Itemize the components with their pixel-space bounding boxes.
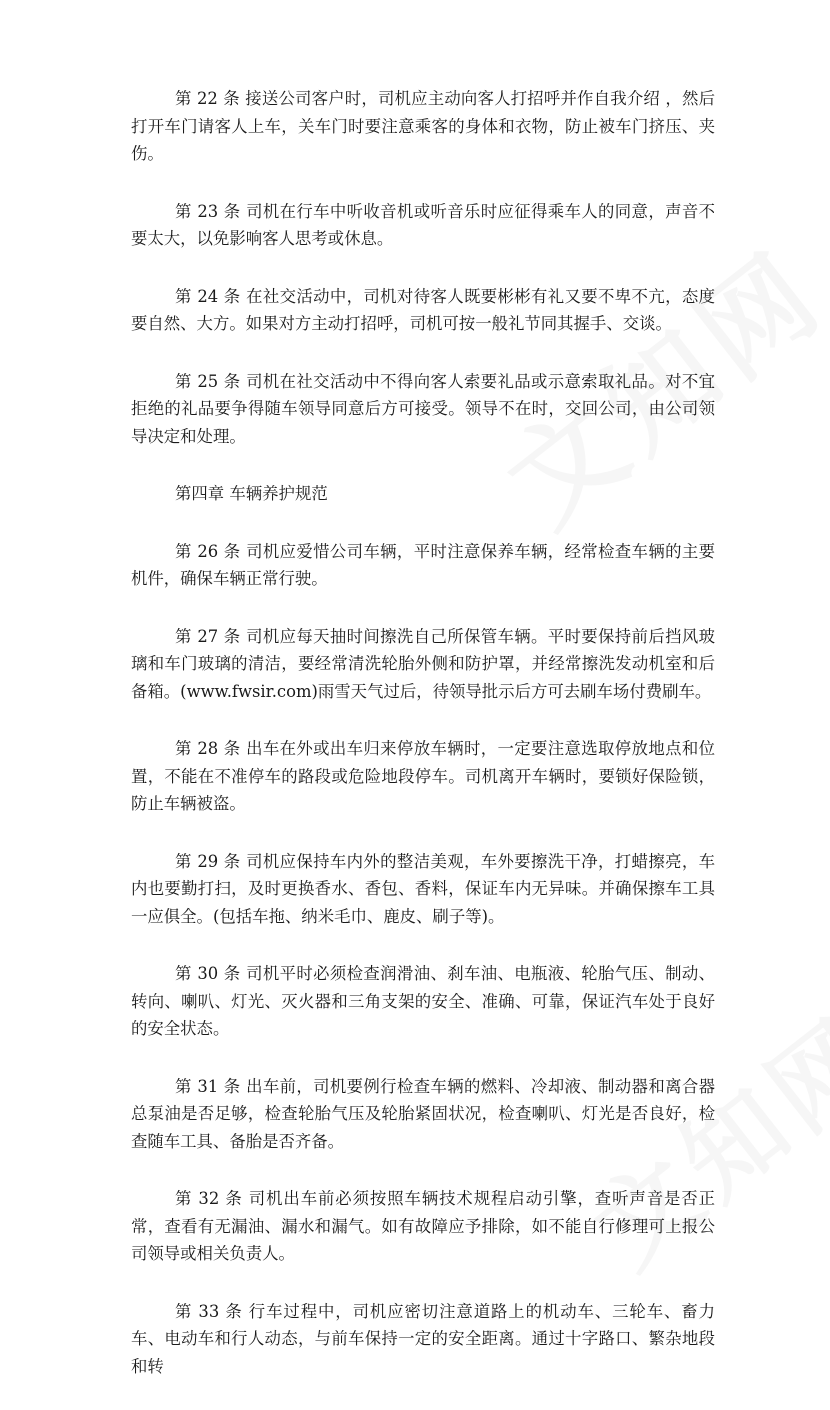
article-26: 第 26 条 司机应爱惜公司车辆，平时注意保养车辆，经常检查车辆的主要机件，确保车辆正常行驶。 — [131, 541, 715, 588]
article-22: 第 22 条 接送公司客户时，司机应主动向客人打招呼并作自我介绍 ，然后打开车门请客人上车，关车门时要注意乘客的身体和衣物，防止被车门挤压、夹伤。 — [131, 89, 715, 163]
article-24: 第 24 条 在社交活动中，司机对待客人既要彬彬有礼又要不卑不亢，态度要自然、大方。如果对方主动打招呼，司机可按一般礼节同其握手、交谈。 — [131, 286, 715, 333]
article-25: 第 25 条 司机在社交活动中不得向客人索要礼品或示意索取礼品。对不宜拒绝的礼品要争得随车领导同意后方可接受。领导不在时，交回公司，由公司领导决定和处理。 — [131, 371, 715, 446]
article-23: 第 23 条 司机在行车中听收音机或听音乐时应征得乘车人的同意，声音不要太大，以免影响客人思考或休息。 — [131, 201, 715, 248]
article-32: 第 32 条 司机出车前必须按照车辆技术规程启动引擎，查听声音是否正常，查看有无漏油、漏水和漏气。如有故障应予排除，如不能自行修理可上报公司领导或相关负责人。 — [131, 1189, 715, 1263]
article-33: 第 33 条 行车过程中，司机应密切注意道路上的机动车、三轮车、畜力车、电动车和行人动态，与前车保持一定的安全距离。通过十字路口、繁杂地段和转 — [131, 1301, 715, 1376]
article-31: 第 31 条 出车前，司机要例行检查车辆的燃料、冷却液、制动器和离合器总泵油是否足够，检查轮胎气压及轮胎紧固状况，检查喇叭、灯光是否良好，检查随车工具、备胎是否齐备。 — [131, 1076, 715, 1151]
article-27: 第 27 条 司机应每天抽时间擦洗自己所保管车辆。平时要保持前后挡风玻璃和车门玻璃的清洁，要经常清洗轮胎外侧和防护罩，并经常擦洗发动机室和后备箱。(www.fwsir.com)雨雪天气过后，待领导批示后方可去刷车场付费刷车。 — [131, 626, 715, 701]
article-28: 第 28 条 出车在外或出车归来停放车辆时，一定要注意选取停放地点和位置，不能在不准停车的路段或危险地段停车。司机离开车辆时，要锁好保险锁，防止车辆被盗。 — [131, 739, 715, 813]
article-29: 第 29 条 司机应保持车内外的整洁美观，车外要擦洗干净，打蜡擦亮，车内也要勤打扫，及时更换香水、香包、香料，保证车内无异味。并确保擦车工具一应俱全。(包括车拖、纳米毛巾、鹿皮、刷子等)。 — [131, 851, 715, 926]
chapter-4-heading: 第四章 车辆养护规范 — [175, 484, 328, 503]
document-body — [131, 85, 715, 1410]
article-30: 第 30 条 司机平时必须检查润滑油、刹车油、电瓶液、轮胎气压、制动、转向、喇叭、灯光、灭火器和三角支架的安全、准确、可靠，保证汽车处于良好的安全状态。 — [131, 964, 715, 1038]
